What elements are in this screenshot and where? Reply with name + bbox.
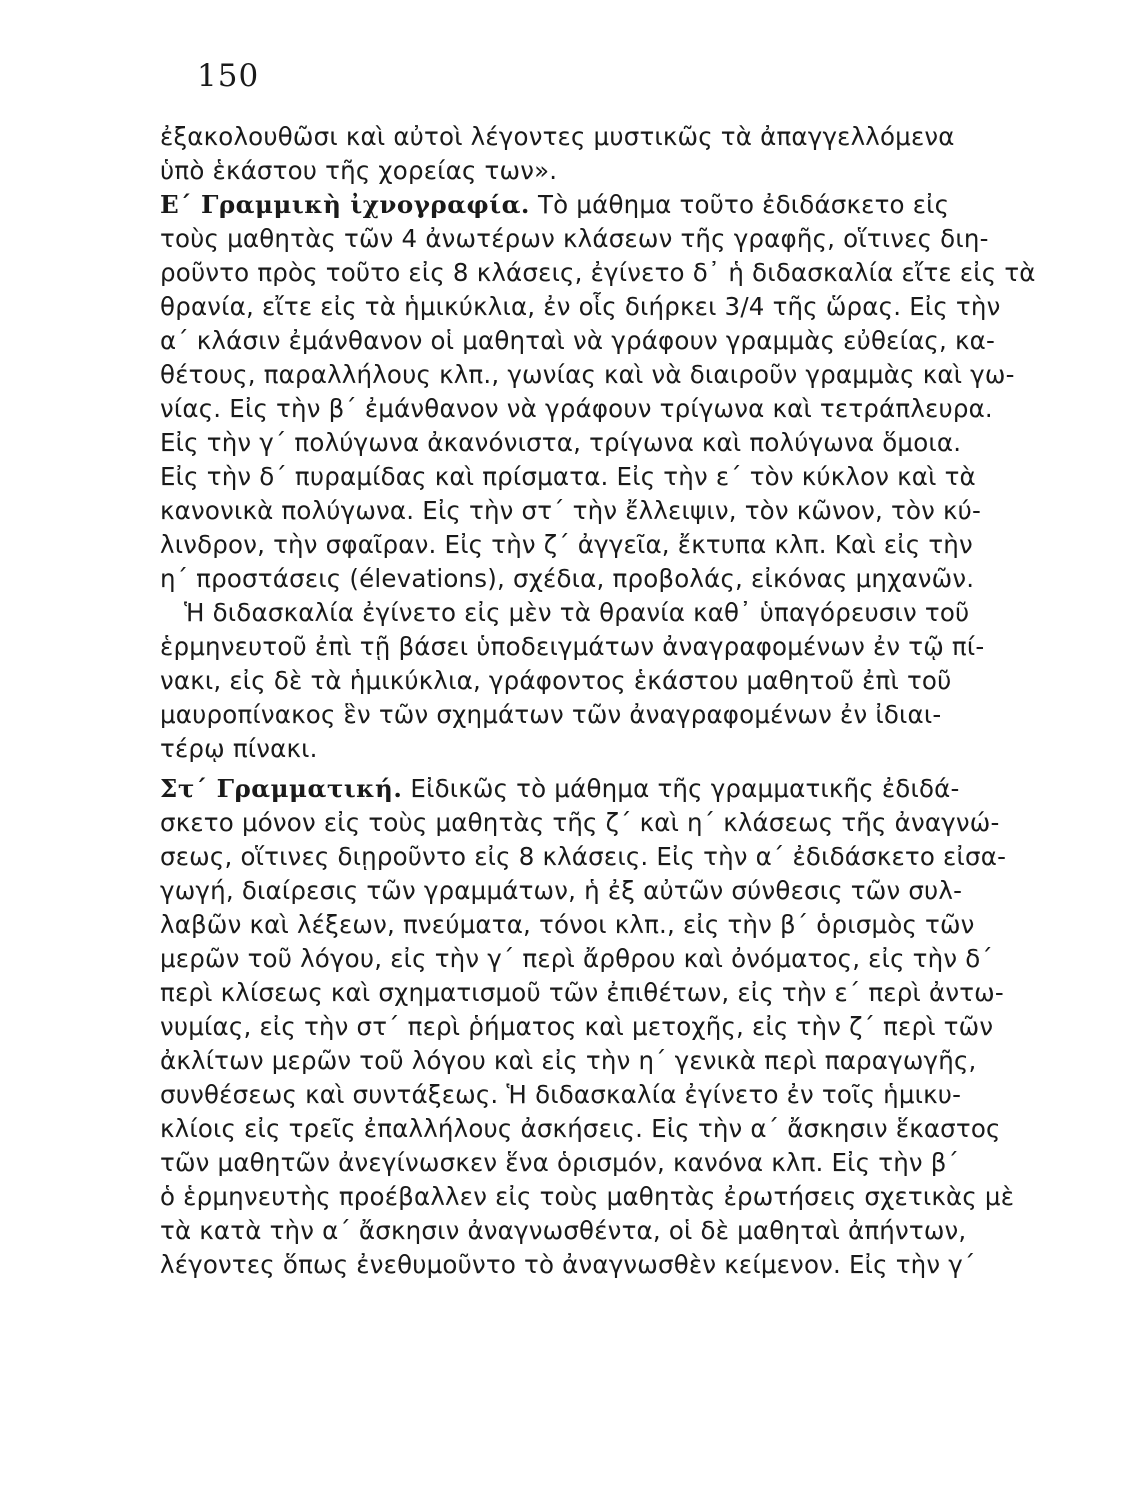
text-line: μερῶν τοῦ λόγου, εἰς τὴν γ΄ περὶ ἄρθρου καὶ ὀνόματος, εἰς τὴν δ΄: [160, 944, 993, 973]
page-number: 150: [197, 58, 260, 94]
text-line: μαυροπίνακος ἓν τῶν σχημάτων τῶν ἀναγραφομένων ἐν ἰδιαι-: [160, 700, 942, 729]
text-line: νακι, εἰς δὲ τὰ ἡμικύκλια, γράφοντος ἑκάστου μαθητοῦ ἐπὶ τοῦ: [160, 666, 952, 695]
text-line: θρανία, εἴτε εἰς τὰ ἡμικύκλια, ἐν οἷς διήρκει 3/4 τῆς ὥρας. Εἰς τὴν: [160, 292, 1001, 321]
text-line: τὰ κατὰ τὴν α΄ ἄσκησιν ἀναγνωσθέντα, οἱ δὲ μαθηταὶ ἀπήντων,: [160, 1216, 967, 1245]
text-line: ἀκλίτων μερῶν τοῦ λόγου καὶ εἰς τὴν η΄ γενικὰ περὶ παραγωγῆς,: [160, 1046, 977, 1075]
text-line: λαβῶν καὶ λέξεων, πνεύματα, τόνοι κλπ., εἰς τὴν β΄ ὁρισμὸς τῶν: [160, 910, 975, 939]
text-line: Ἡ διδασκαλία ἐγίνετο εἰς μὲν τὰ θρανία καθ᾿ ὑπαγόρευσιν τοῦ: [160, 598, 970, 627]
text-line: θέτους, παραλλήλους κλπ., γωνίας καὶ νὰ διαιροῦν γραμμὰς καὶ γω-: [160, 360, 1015, 389]
text-line: κλίοις εἰς τρεῖς ἐπαλλήλους ἀσκήσεις. Εἰς τὴν α΄ ἄσκησιν ἕκαστος: [160, 1114, 1001, 1143]
section-heading: Ε΄ Γραμμικὴ ἰχνογραφία.: [160, 190, 530, 219]
text-line: ὑπὸ ἑκάστου τῆς χορείας των».: [160, 156, 558, 185]
text-line: σκετο μόνον εἰς τοὺς μαθητὰς τῆς ζ΄ καὶ η΄ κλάσεως τῆς ἀναγνώ-: [160, 808, 1000, 837]
section-heading-line: [160, 188, 1060, 222]
text-line: τέρῳ πίνακι.: [160, 734, 318, 763]
text-line: ροῦντο πρὸς τοῦτο εἰς 8 κλάσεις, ἐγίνετο δ᾿ ἡ διδασκαλία εἴτε εἰς τὰ: [160, 258, 1036, 287]
text-line: νίας. Εἰς τὴν β΄ ἐμάνθανον νὰ γράφουν τρίγωνα καὶ τετράπλευρα.: [160, 394, 993, 423]
text-line: περὶ κλίσεως καὶ σχηματισμοῦ τῶν ἐπιθέτων, εἰς τὴν ε΄ περὶ ἀντω-: [160, 978, 1004, 1007]
text-line: η΄ προστάσεις (élevations), σχέδια, προβολάς, εἰκόνας μηχανῶν.: [160, 564, 975, 593]
text-line: ἐξακολουθῶσι καὶ αὐτοὶ λέγοντες μυστικῶς τὰ ἀπαγγελλόμενα: [160, 122, 955, 151]
text-line: σεως, οἵτινες διῃροῦντο εἰς 8 κλάσεις. Εἰς τὴν α΄ ἐδιδάσκετο εἰσα-: [160, 842, 1007, 871]
text-line: γωγή, διαίρεσις τῶν γραμμάτων, ἡ ἐξ αὐτῶν σύνθεσις τῶν συλ-: [160, 876, 963, 905]
text-line: Εἰς τὴν γ΄ πολύγωνα ἀκανόνιστα, τρίγωνα καὶ πολύγωνα ὅμοια.: [160, 428, 962, 457]
body-text: [160, 120, 1060, 1282]
text-line: λινδρον, τὴν σφαῖραν. Εἰς τὴν ζ΄ ἀγγεῖα, ἔκτυπα κλπ. Καὶ εἰς τὴν: [160, 530, 973, 559]
text-line: ἑρμηνευτοῦ ἐπὶ τῇ βάσει ὑποδειγμάτων ἀναγραφομένων ἐν τῷ πί-: [160, 632, 985, 661]
text-line: τοὺς μαθητὰς τῶν 4 ἀνωτέρων κλάσεων τῆς γραφῆς, οἵτινες διη-: [160, 224, 989, 253]
text-line: λέγοντες ὅπως ἐνεθυμοῦντο τὸ ἀναγνωσθὲν κείμενον. Εἰς τὴν γ΄: [160, 1250, 976, 1279]
section-heading-line: [160, 772, 1060, 806]
text-line: τῶν μαθητῶν ἀνεγίνωσκεν ἕνα ὁρισμόν, κανόνα κλπ. Εἰς τὴν β΄: [160, 1148, 960, 1177]
text-line: κανονικὰ πολύγωνα. Εἰς τὴν στ΄ τὴν ἔλλειψιν, τὸν κῶνον, τὸν κύ-: [160, 496, 982, 525]
text-line: Εἰς τὴν δ΄ πυραμίδας καὶ πρίσματα. Εἰς τὴν ε΄ τὸν κύκλον καὶ τὰ: [160, 462, 976, 491]
text-fragment: Εἰδικῶς τὸ μάθημα τῆς γραμματικῆς ἐδιδά-: [410, 774, 960, 803]
text-line: συνθέσεως καὶ συντάξεως. Ἡ διδασκαλία ἐγίνετο ἐν τοῖς ἡμικυ-: [160, 1080, 962, 1109]
text-line: α΄ κλάσιν ἐμάνθανον οἱ μαθηταὶ νὰ γράφουν γραμμὰς εὐθείας, κα-: [160, 326, 996, 355]
text-line: νυμίας, εἰς τὴν στ΄ περὶ ῥήματος καὶ μετοχῆς, εἰς τὴν ζ΄ περὶ τῶν: [160, 1012, 994, 1041]
text-fragment: Τὸ μάθημα τοῦτο ἐδιδάσκετο εἰς: [537, 190, 950, 219]
section-heading: Στ΄ Γραμματική.: [160, 774, 403, 803]
text-line: ὁ ἑρμηνευτὴς προέβαλλεν εἰς τοὺς μαθητὰς ἐρωτήσεις σχετικὰς μὲ: [160, 1182, 1015, 1211]
